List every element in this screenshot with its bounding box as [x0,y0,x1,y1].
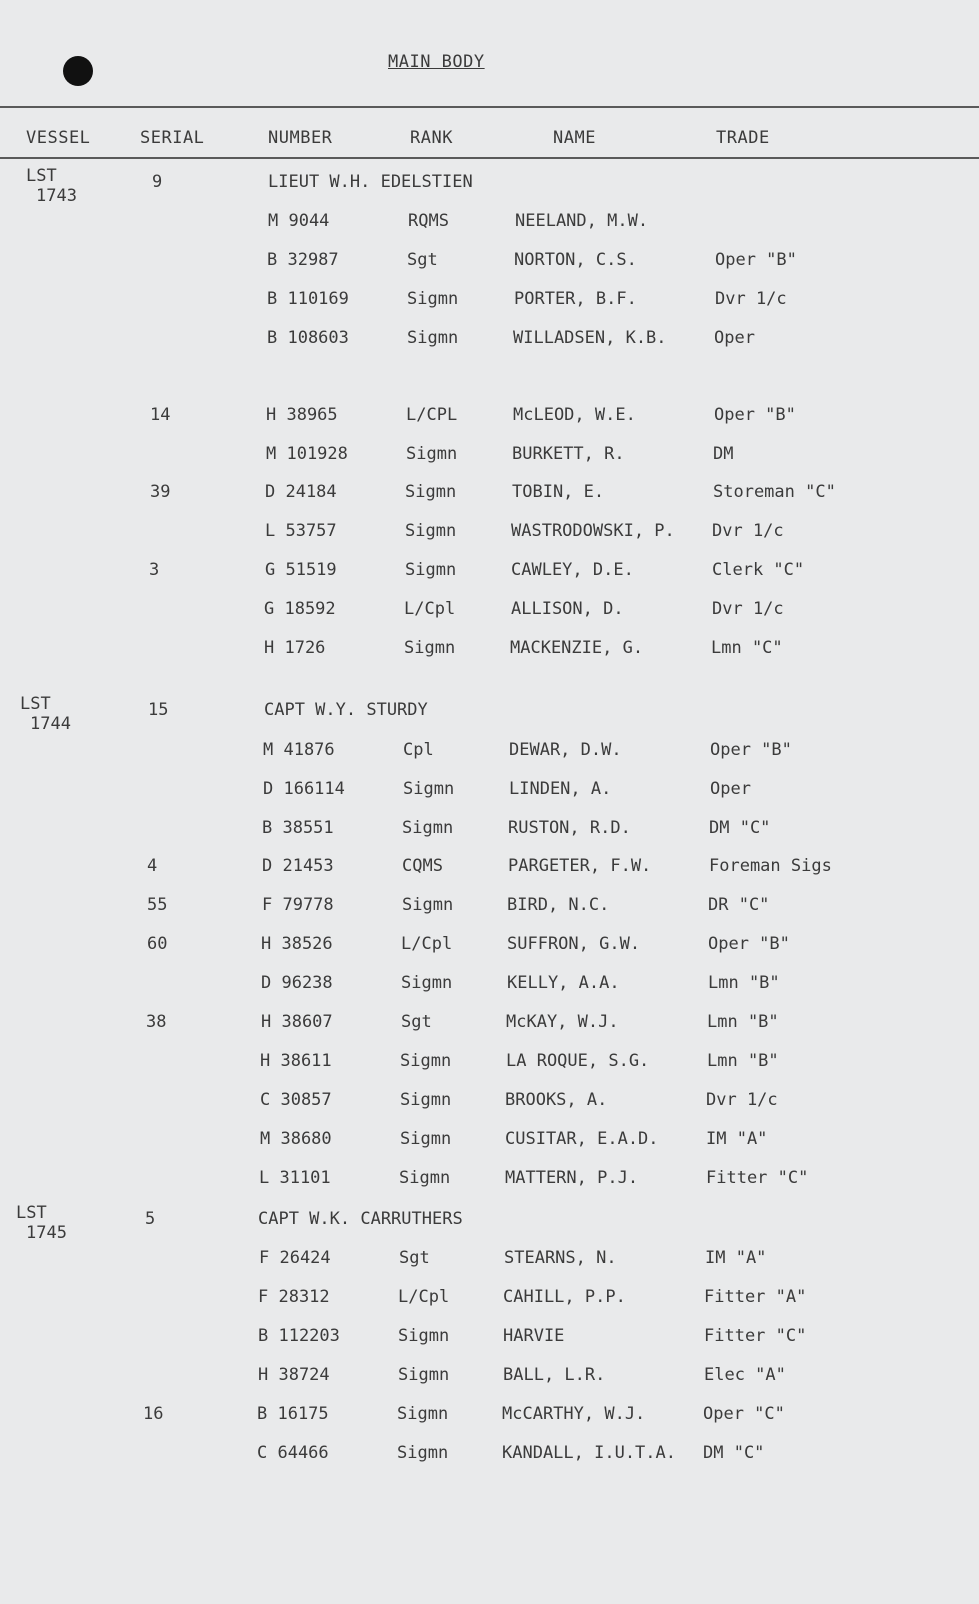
row-name: PARGETER, F.W. [508,856,652,876]
row-rank: Sigmn [401,973,453,993]
officer-name: CAPT W.K. CARRUTHERS [258,1209,463,1229]
row-trade: IM "A" [706,1129,768,1149]
row-serial: 15 [148,700,169,720]
row-number: M 101928 [266,444,348,464]
row-number: B 108603 [267,328,349,348]
row-number: H 38724 [258,1365,330,1385]
header-bottom-rule [0,157,979,159]
row-number: M 9044 [268,211,330,231]
row-trade: Lmn "B" [708,973,780,993]
row-serial: 39 [150,482,171,502]
header-trade: TRADE [716,128,770,148]
row-name: CAWLEY, D.E. [511,560,634,580]
row-name: WASTRODOWSKI, P. [511,521,675,541]
row-serial: 55 [147,895,168,915]
row-rank: Sigmn [405,521,457,541]
row-rank: Sigmn [404,638,456,658]
row-trade: Oper "B" [710,740,792,760]
row-name: RUSTON, R.D. [508,818,631,838]
row-name: CAHILL, P.P. [503,1287,626,1307]
row-trade: DM "C" [703,1443,765,1463]
row-number: C 30857 [260,1090,332,1110]
row-number: D 24184 [265,482,337,502]
row-rank: CQMS [402,856,443,876]
row-rank: Sigmn [399,1168,451,1188]
row-number: B 38551 [262,818,334,838]
row-name: LA ROQUE, S.G. [506,1051,650,1071]
row-trade: Oper [714,328,755,348]
row-name: MATTERN, P.J. [505,1168,639,1188]
row-rank: Sigmn [400,1129,452,1149]
row-rank: Sigmn [402,895,454,915]
row-number: H 38611 [260,1051,332,1071]
row-rank: Sigmn [400,1090,452,1110]
row-trade: Oper "B" [714,405,796,425]
row-serial: 16 [143,1404,164,1424]
row-name: SUFFRON, G.W. [507,934,641,954]
row-number: D 166114 [263,779,345,799]
row-rank: Sgt [401,1012,432,1032]
vessel-label: LST 1744 [20,694,71,734]
header-number: NUMBER [268,128,333,148]
row-number: H 1726 [264,638,326,658]
row-trade: Fitter "A" [704,1287,807,1307]
row-name: NORTON, C.S. [514,250,637,270]
row-trade: Storeman "C" [713,482,836,502]
row-serial: 60 [147,934,168,954]
row-number: L 53757 [265,521,337,541]
row-name: BROOKS, A. [505,1090,608,1110]
row-number: G 18592 [264,599,336,619]
header-name: NAME [553,128,596,148]
row-name: McCARTHY, W.J. [502,1404,646,1424]
row-trade: DM "C" [709,818,771,838]
row-rank: Sigmn [406,444,458,464]
row-number: F 79778 [262,895,334,915]
row-number: H 38965 [266,405,338,425]
row-rank: Sigmn [398,1326,450,1346]
row-rank: Sigmn [403,779,455,799]
row-number: B 32987 [267,250,339,270]
row-number: M 41876 [263,740,335,760]
row-trade: Elec "A" [704,1365,786,1385]
row-rank: Sigmn [397,1404,449,1424]
row-trade: Oper "B" [708,934,790,954]
row-trade: Lmn "B" [707,1012,779,1032]
row-number: L 31101 [259,1168,331,1188]
row-number: M 38680 [260,1129,332,1149]
row-number: H 38526 [261,934,333,954]
row-rank: L/Cpl [398,1287,450,1307]
row-name: LINDEN, A. [509,779,612,799]
row-rank: Sigmn [405,482,457,502]
row-trade: Dvr 1/c [706,1090,778,1110]
row-trade: Lmn "B" [707,1051,779,1071]
row-name: McKAY, W.J. [506,1012,619,1032]
row-name: ALLISON, D. [511,599,624,619]
row-trade: Dvr 1/c [715,289,787,309]
punch-hole [63,56,93,86]
vessel-label: LST 1743 [26,166,77,206]
row-rank: Sigmn [397,1443,449,1463]
row-name: KELLY, A.A. [507,973,620,993]
row-name: WILLADSEN, K.B. [513,328,667,348]
row-rank: Sigmn [402,818,454,838]
row-number: G 51519 [265,560,337,580]
row-trade: DM [713,444,734,464]
row-number: H 38607 [261,1012,333,1032]
row-number: B 16175 [257,1404,329,1424]
row-trade: Lmn "C" [711,638,783,658]
row-rank: Sgt [399,1248,430,1268]
row-rank: Sigmn [398,1365,450,1385]
header-vessel: VESSEL [26,128,91,148]
row-name: BURKETT, R. [512,444,625,464]
row-name: McLEOD, W.E. [513,405,636,425]
header-serial: SERIAL [140,128,205,148]
row-name: BIRD, N.C. [507,895,610,915]
row-rank: L/CPL [406,405,458,425]
row-name: TOBIN, E. [512,482,605,502]
row-trade: Fitter "C" [704,1326,807,1346]
header-rank: RANK [410,128,453,148]
row-rank: Sigmn [407,289,459,309]
row-trade: Clerk "C" [712,560,805,580]
row-serial: 14 [150,405,171,425]
row-rank: Sgt [407,250,438,270]
row-trade: DR "C" [708,895,770,915]
row-number: D 21453 [262,856,334,876]
row-serial: 38 [146,1012,167,1032]
vessel-label: LST 1745 [16,1203,67,1243]
row-name: HARVIE [503,1326,565,1346]
row-trade: Oper [710,779,751,799]
row-name: BALL, L.R. [503,1365,606,1385]
row-rank: Sigmn [407,328,459,348]
row-number: F 28312 [258,1287,330,1307]
officer-name: CAPT W.Y. STURDY [264,700,428,720]
row-rank: L/Cpl [401,934,453,954]
row-name: CUSITAR, E.A.D. [505,1129,659,1149]
row-rank: Sigmn [400,1051,452,1071]
row-trade: Fitter "C" [706,1168,809,1188]
row-number: C 64466 [257,1443,329,1463]
row-trade: IM "A" [705,1248,767,1268]
row-trade: Dvr 1/c [712,599,784,619]
row-trade: Oper "B" [715,250,797,270]
row-name: STEARNS, N. [504,1248,617,1268]
row-name: DEWAR, D.W. [509,740,622,760]
row-serial: 4 [147,856,158,876]
row-name: NEELAND, M.W. [515,211,649,231]
officer-name: LIEUT W.H. EDELSTIEN [268,172,473,192]
row-number: F 26424 [259,1248,331,1268]
row-rank: Cpl [403,740,434,760]
row-rank: RQMS [408,211,449,231]
row-serial: 9 [152,172,163,192]
row-name: KANDALL, I.U.T.A. [502,1443,676,1463]
row-number: B 112203 [258,1326,340,1346]
row-number: B 110169 [267,289,349,309]
row-trade: Foreman Sigs [709,856,832,876]
row-rank: Sigmn [405,560,457,580]
row-rank: L/Cpl [404,599,456,619]
row-number: D 96238 [261,973,333,993]
row-trade: Dvr 1/c [712,521,784,541]
page-title: MAIN BODY [388,52,485,72]
row-name: PORTER, B.F. [514,289,637,309]
row-trade: Oper "C" [703,1404,785,1424]
row-serial: 5 [145,1209,156,1229]
row-name: MACKENZIE, G. [510,638,644,658]
header-top-rule [0,106,979,108]
row-serial: 3 [149,560,160,580]
